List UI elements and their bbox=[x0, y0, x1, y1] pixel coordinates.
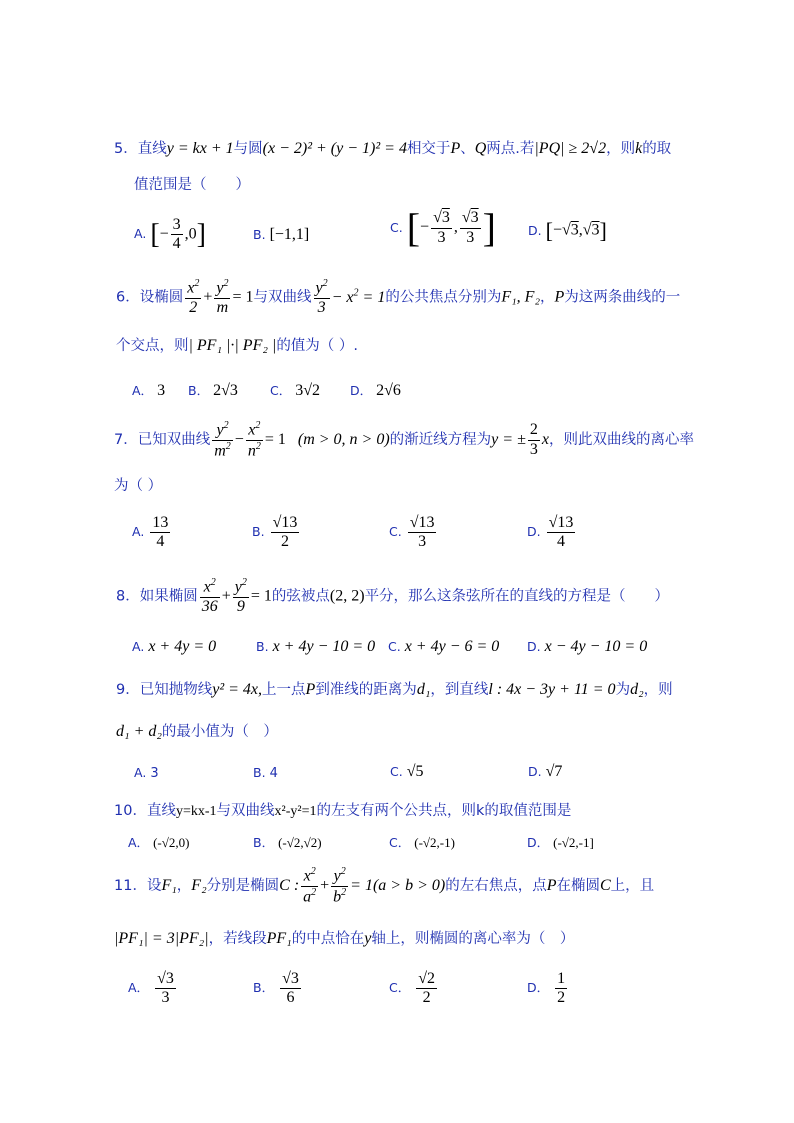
q11-option-d[interactable]: D． $\frac{1}{2}$ bbox=[527, 970, 566, 1007]
q5-number: 5． bbox=[114, 141, 138, 157]
q5-option-b[interactable]: B. [−1,1] bbox=[253, 226, 310, 243]
q9-line1: 9．已知抛物线y² = 4x,上一点P到准线的距离为d₁，到直线l : 4x − 3y + 11 = 0为d₂，则 bbox=[116, 681, 673, 698]
q5-option-d[interactable]: D. [−√3,√3] bbox=[528, 218, 607, 243]
q11-line1: 11．设F₁，F₂分别是椭圆C : $\frac{x^2}{a^2}$ + $\frac{y^2}{b^2}$ = 1(a > b > 0)的左右焦点，点P在椭圆C上，且 bbox=[114, 866, 655, 906]
q10-option-c[interactable]: C． (-√2,-1) bbox=[389, 835, 455, 850]
q6-option-b[interactable]: B． 2√3 bbox=[188, 382, 238, 399]
q8-line1: 8．如果椭圆 $\frac{x^2}{36}$ + $\frac{y^2}{9}$ = 1的弦被点(2, 2)平分，那么这条弦所在的直线的方程是（ ） bbox=[116, 577, 670, 615]
q7-line2: 为（ ） bbox=[114, 478, 163, 494]
q5-option-c[interactable]: C. [− $\frac{√3}{3}$ , $\frac{√3}{3}$ ] bbox=[390, 205, 496, 250]
q11-line2: |PF₁| = 3|PF₂|，若线段PF₁的中点恰在y轴上，则椭圆的离心率为（ ） bbox=[114, 930, 575, 947]
q9-line2: d₁ + d₂的最小值为（ ） bbox=[116, 723, 278, 740]
q10-option-a[interactable]: A． (-√2,0) bbox=[128, 835, 190, 850]
q11-option-c[interactable]: C． $\frac{√2}{2}$ bbox=[389, 970, 436, 1007]
q10-line1: 10．直线y=kx-1与双曲线x²-y²=1的左支有两个公共点，则k的取值范围是 bbox=[114, 803, 572, 819]
q9-number: 9． bbox=[116, 682, 140, 698]
q8-option-c[interactable]: C. x + 4y − 6 = 0 bbox=[388, 638, 500, 655]
q8-option-d[interactable]: D. x − 4y − 10 = 0 bbox=[527, 638, 648, 655]
q5-line2: 值范围是（ ） bbox=[134, 177, 250, 193]
q5-line1: 5．直线y = kx + 1与圆(x − 2)² + (y − 1)² = 4相交于P、Q两点.若|PQ| ≥ 2√2，则k的取 bbox=[114, 140, 672, 157]
q10-option-b[interactable]: B． (-√2,√2) bbox=[253, 835, 322, 850]
q8-option-a[interactable]: A. x + 4y = 0 bbox=[132, 638, 217, 655]
q6-number: 6． bbox=[116, 289, 140, 306]
q7-number: 7． bbox=[114, 432, 138, 449]
q8-number: 8． bbox=[116, 588, 140, 605]
q7-option-c[interactable]: C. $\frac{√13}{3}$ bbox=[389, 514, 435, 551]
q7-option-d[interactable]: D. $\frac{√13}{4}$ bbox=[527, 514, 574, 551]
q11-option-b[interactable]: B． $\frac{√3}{6}$ bbox=[253, 970, 299, 1007]
q8-option-b[interactable]: B. x + 4y − 10 = 0 bbox=[256, 638, 376, 655]
q11-option-a[interactable]: A． $\frac{√3}{3}$ bbox=[128, 970, 174, 1007]
q6-line1: 6．设椭圆 $\frac{x^2}{2}$ + $\frac{y^2}{m}$ = 1与双曲线 $\frac{y^2}{3}$ − $x^2 = 1$的公共焦点分别为F₁, F₂，P为这两条曲线的一 bbox=[116, 278, 681, 316]
q9-option-c[interactable]: C. √5 bbox=[390, 763, 424, 780]
q9-option-a[interactable]: A. 3 bbox=[134, 765, 159, 781]
q5-option-a[interactable]: A. [− $\frac{3}{4}$ ,0] bbox=[134, 216, 206, 253]
q6-line2: 个交点，则| PF₁ |·| PF₂ |的值为（ ）. bbox=[116, 337, 359, 354]
q9-option-b[interactable]: B. 4 bbox=[253, 765, 278, 781]
q7-option-a[interactable]: A. $\frac{13}{4}$ bbox=[132, 514, 169, 551]
q7-option-b[interactable]: B. $\frac{√13}{2}$ bbox=[252, 514, 298, 551]
q6-option-d[interactable]: D． 2√6 bbox=[350, 382, 401, 399]
q10-number: 10． bbox=[114, 803, 147, 819]
q6-option-c[interactable]: C． 3√2 bbox=[270, 382, 321, 399]
q11-number: 11． bbox=[114, 878, 147, 895]
q9-option-d[interactable]: D. √7 bbox=[528, 763, 563, 780]
q7-line1: 7．已知双曲线 $\frac{y^2}{m^2}$ − $\frac{x^2}{n^2}$ = 1 (m > 0, n > 0)的渐近线方程为y = ± $\frac{2}{3}$ x，则此双曲线的离心率 bbox=[114, 420, 694, 460]
q6-option-a[interactable]: A． 3 bbox=[132, 382, 166, 399]
q10-option-d[interactable]: D． (-√2,-1] bbox=[527, 835, 594, 850]
